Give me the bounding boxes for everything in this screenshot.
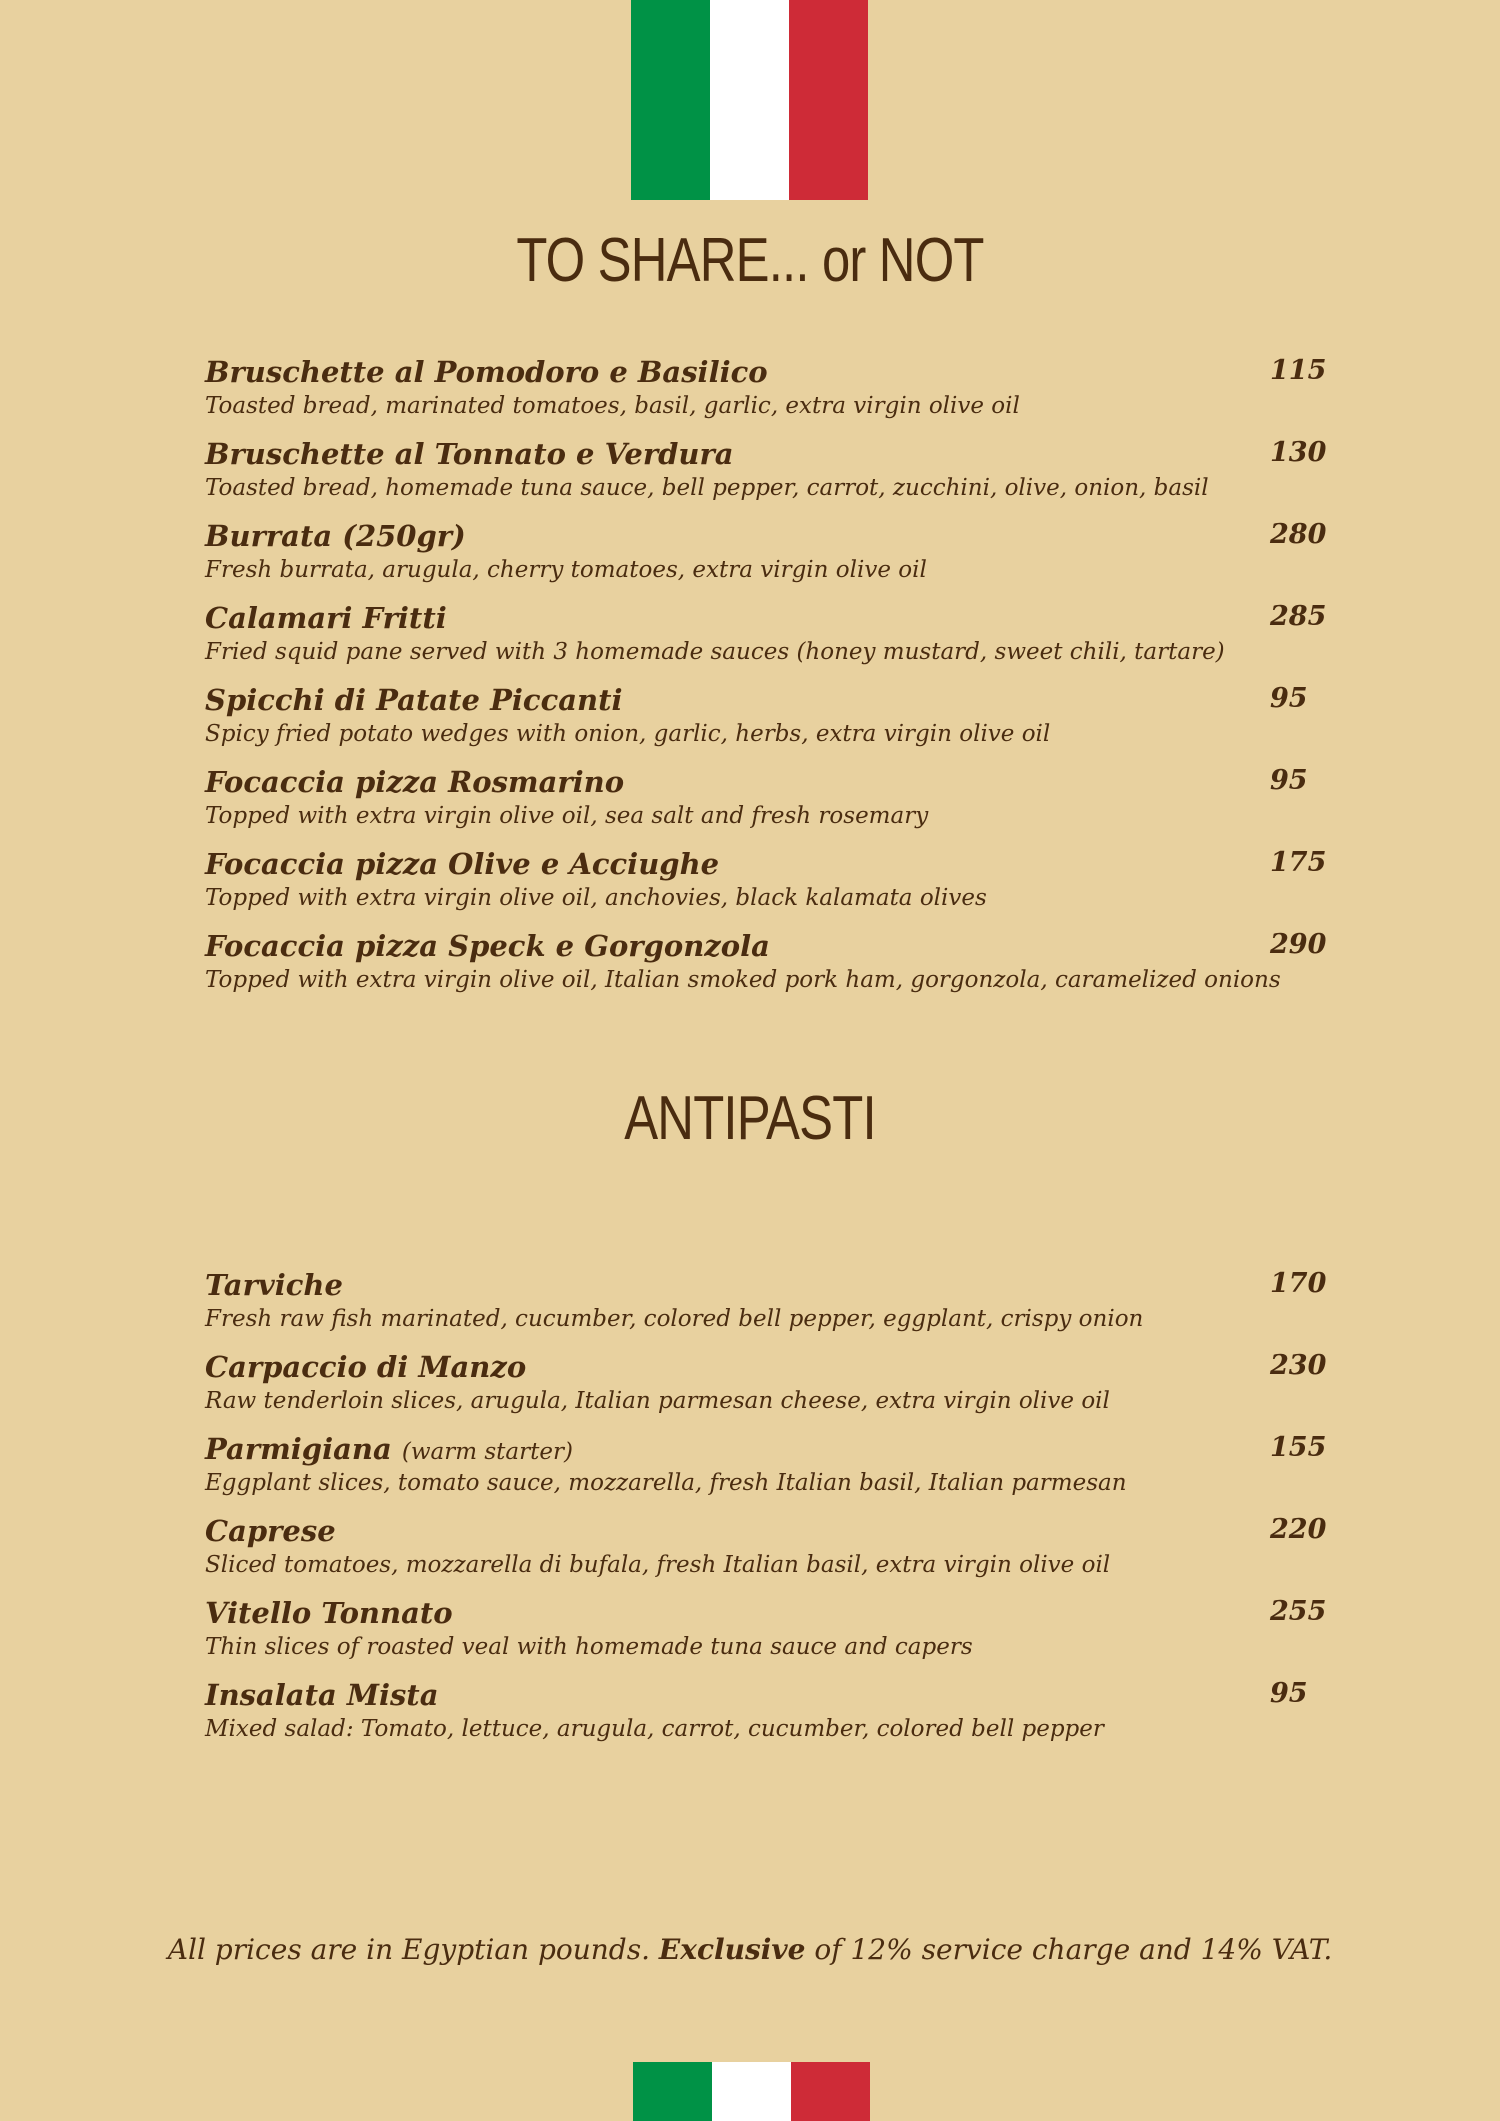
item-name: Bruschette al Pomodoro e Basilico [205,355,768,389]
menu-item [205,601,1345,683]
flag-stripe-white [710,0,789,200]
item-price: 230 [1270,1350,1327,1381]
item-name: Tarviche [205,1268,343,1302]
item-name: Burrata (250gr) [205,519,466,553]
menu-item [205,437,1345,519]
item-price: 280 [1270,519,1327,550]
item-price: 290 [1270,929,1327,960]
item-description: Sliced tomatoes, mozzarella di bufala, fresh Italian basil, extra virgin olive oil [205,1552,1111,1578]
flag-stripe-green [631,0,710,200]
menu-item [205,929,1345,1011]
item-name: Vitello Tonnato [205,1596,453,1630]
section-title-antipasti: ANTIPASTI [624,1084,876,1153]
item-name: Focaccia pizza Olive e Acciughe [205,847,720,881]
item-description: Thin slices of roasted veal with homemade tuna sauce and capers [205,1634,973,1660]
section-title-to-share: TO SHARE... or NOT [516,226,984,295]
item-price: 220 [1270,1514,1327,1545]
item-description: Raw tenderloin slices, arugula, Italian parmesan cheese, extra virgin olive oil [205,1388,1110,1414]
item-name-with-note [205,1432,573,1466]
item-description: Topped with extra virgin olive oil, Italian smoked pork ham, gorgonzola, caramelized onions [205,967,1281,993]
item-name: Bruschette al Tonnato e Verdura [205,437,734,471]
item-price: 130 [1270,437,1327,468]
item-name: Focaccia pizza Speck e Gorgonzola [205,929,770,963]
item-price: 170 [1270,1268,1327,1299]
item-description: Topped with extra virgin olive oil, sea salt and fresh rosemary [205,803,929,829]
item-description: Toasted bread, homemade tuna sauce, bell pepper, carrot, zucchini, olive, onion, basil [205,475,1209,501]
flag-stripe-red [791,2062,870,2121]
menu-item [205,765,1345,847]
item-price: 255 [1270,1596,1327,1627]
disclaimer-emphasis: Exclusive [658,1933,806,1966]
item-description: Fried squid pane served with 3 homemade sauces (honey mustard, sweet chili, tartare) [205,639,1225,665]
item-name: Carpaccio di Manzo [205,1350,527,1384]
price-disclaimer [0,1933,1500,1966]
menu-item [205,1514,1345,1596]
menu-item [205,1432,1345,1514]
menu-item [205,1596,1345,1678]
item-description: Fresh raw fish marinated, cucumber, colored bell pepper, eggplant, crispy onion [205,1306,1144,1332]
item-description: Eggplant slices, tomato sauce, mozzarella, fresh Italian basil, Italian parmesan [205,1470,1127,1496]
item-note: (warm starter) [401,1439,573,1465]
item-description: Spicy fried potato wedges with onion, garlic, herbs, extra virgin olive oil [205,721,1051,747]
menu-item [205,355,1345,437]
disclaimer-text-1: All prices are in Egyptian pounds. [167,1933,659,1966]
item-name: Focaccia pizza Rosmarino [205,765,625,799]
menu-list-antipasti [205,1268,1345,1760]
menu-item [205,683,1345,765]
menu-item [205,1678,1345,1760]
item-description: Fresh burrata, arugula, cherry tomatoes, extra virgin olive oil [205,557,927,583]
disclaimer-text-2: of 12% service charge and 14% VAT. [805,1933,1333,1966]
item-price: 285 [1270,601,1327,632]
item-price: 95 [1270,1678,1308,1709]
item-price: 115 [1270,355,1327,386]
item-name: Caprese [205,1514,336,1548]
item-name: Insalata Mista [205,1678,439,1712]
item-description: Toasted bread, marinated tomatoes, basil, garlic, extra virgin olive oil [205,393,1020,419]
item-price: 95 [1270,765,1308,796]
menu-item [205,1350,1345,1432]
menu-item [205,1268,1345,1350]
italian-flag-top [631,0,868,200]
item-name-text: Parmigiana [205,1432,392,1466]
item-price: 155 [1270,1432,1327,1463]
item-price: 95 [1270,683,1308,714]
item-name: Calamari Fritti [205,601,447,635]
flag-stripe-red [789,0,868,200]
menu-list-to-share [205,355,1345,1011]
item-name: Spicchi di Patate Piccanti [205,683,623,717]
italian-flag-bottom [633,2062,870,2121]
menu-item [205,519,1345,601]
flag-stripe-green [633,2062,712,2121]
item-price: 175 [1270,847,1327,878]
flag-stripe-white [712,2062,791,2121]
item-description: Topped with extra virgin olive oil, anchovies, black kalamata olives [205,885,987,911]
item-description: Mixed salad: Tomato, lettuce, arugula, carrot, cucumber, colored bell pepper [205,1716,1104,1742]
menu-item [205,847,1345,929]
